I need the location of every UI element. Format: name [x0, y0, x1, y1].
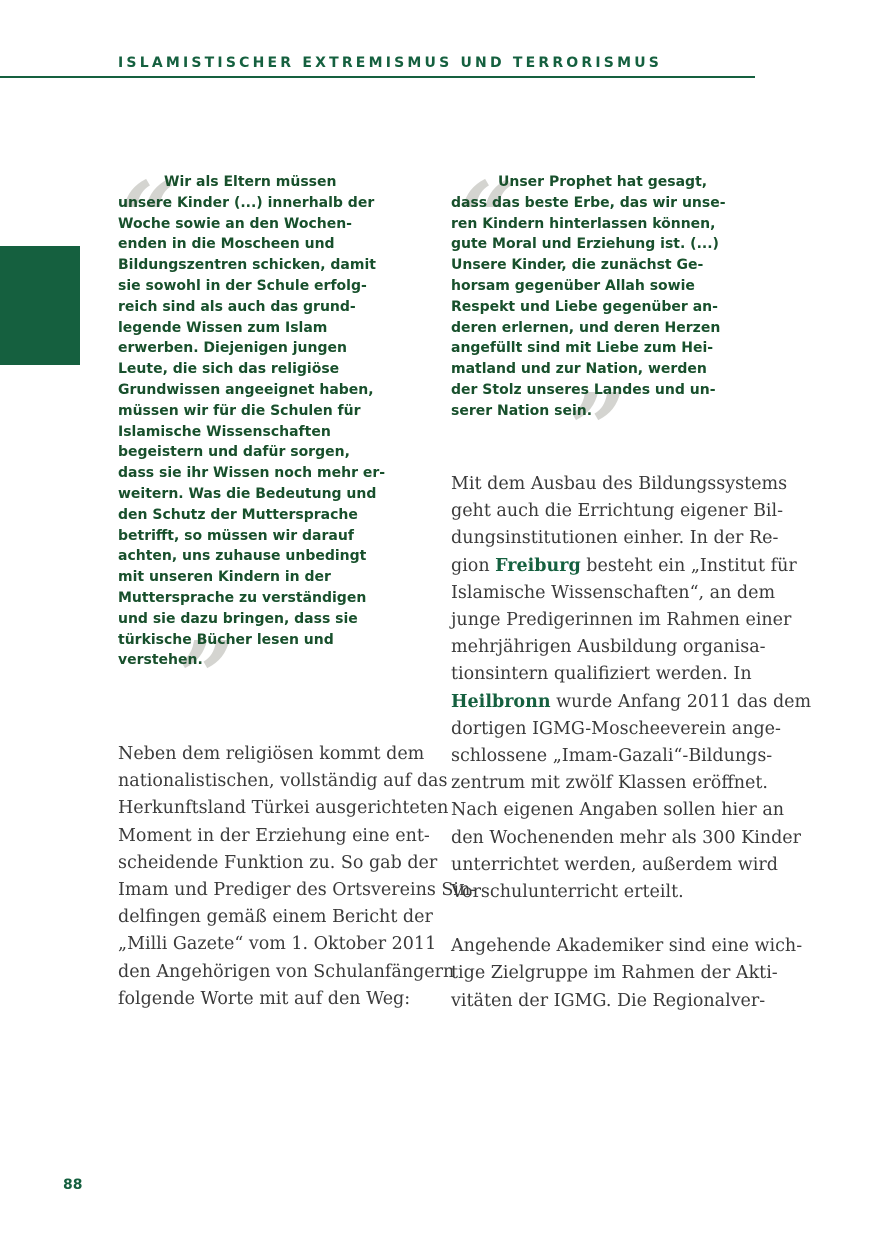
quote-line: dass sie ihr Wissen noch mehr er- [118, 465, 386, 482]
quote-line: horsam gegenüber Allah sowie [451, 277, 695, 294]
body-fragment: besteht ein „Institut für [580, 555, 797, 576]
body-line: tige Zielgruppe im Rahmen der Akti- [451, 963, 778, 984]
body-line: „Milli Gazete“ vom 1. Oktober 2011 [118, 934, 437, 955]
quote-line: der Stolz unseres Landes und un- [451, 381, 716, 398]
quote-line: deren erlernen, und deren Herzen [451, 319, 721, 336]
quote-line: gute Moral und Erziehung ist. (...) [451, 236, 719, 253]
opening-quote-mark: “ [120, 161, 177, 276]
paragraph-gap [451, 906, 761, 933]
quote-line: dass das beste Erbe, das wir unse- [451, 194, 726, 211]
quote-line: achten, uns zuhause unbedingt [118, 548, 367, 565]
quote-line: begeistern und dafür sorgen, [118, 444, 350, 461]
body-line: Mit dem Ausbau des Bildungssystems [451, 474, 788, 494]
closing-quote-mark: ” [178, 621, 235, 736]
body-line: Vorschulunterricht erteilt. [451, 882, 684, 903]
body-line: Angehende Akademiker sind eine wich- [451, 936, 803, 957]
quote-line: unsere Kinder (...) innerhalb der [118, 194, 375, 211]
quote-line: mit unseren Kindern in der [118, 569, 331, 586]
body-line: junge Predigerinnen im Rahmen einer [451, 610, 792, 631]
quote-line: Wir als Eltern müssen [164, 174, 337, 190]
quote-line: enden in die Moscheen und [118, 236, 335, 253]
closing-quote-mark: ” [569, 373, 626, 488]
quote-line: Grundwissen angeeignet haben, [118, 381, 374, 398]
body-line: Moment in der Erziehung eine ent- [118, 825, 430, 846]
pull-quote-left-text [118, 161, 408, 671]
quote-line: sie sowohl in der Schule erfolg- [118, 277, 367, 294]
body-line: vitäten der IGMG. Die Regionalver- [451, 990, 766, 1011]
place-name-freiburg: Freiburg [495, 555, 581, 576]
body-line: scheidende Funktion zu. So gab der [118, 852, 438, 873]
header-rule [0, 76, 755, 78]
body-line: Islamische Wissenschaften“, an dem [451, 582, 776, 603]
quote-line: verstehen. [118, 652, 203, 669]
body-line: Neben dem religiösen kommt dem [118, 744, 425, 764]
pull-quote-right-text [451, 161, 751, 422]
quote-line: Leute, die sich das religiöse [118, 361, 340, 378]
quote-line: Unser Prophet hat gesagt, [498, 174, 708, 190]
quote-line: und sie dazu bringen, dass sie [118, 610, 358, 627]
opening-quote-mark: “ [459, 161, 516, 276]
body-line: Nach eigenen Angaben sollen hier an [451, 800, 785, 821]
quote-line: ren Kindern hinterlassen können, [451, 215, 716, 232]
body-line [451, 689, 812, 716]
body-line [451, 553, 797, 580]
quote-line: Woche sowie an den Wochen- [118, 215, 352, 232]
quote-line: matland und zur Nation, werden [451, 361, 707, 378]
pull-quote-left [118, 161, 408, 736]
quote-line: Islamische Wissenschaften [118, 423, 331, 440]
quote-line: den Schutz der Muttersprache [118, 506, 358, 523]
quote-line: weitern. Was die Bedeutung und [118, 485, 377, 502]
quote-line: erwerben. Diejenigen jungen [118, 340, 347, 357]
body-fragment: wurde Anfang 2011 das dem [550, 691, 812, 712]
body-line: den Angehörigen von Schulanfängern [118, 961, 455, 982]
body-line: dungsinstitutionen einher. In der Re- [451, 528, 779, 549]
body-line: delfingen gemäß einem Bericht der [118, 907, 433, 928]
body-line: tionsintern qualifiziert werden. In [451, 664, 752, 685]
body-text-right [451, 471, 812, 1015]
body-line: Imam und Prediger des Ortsvereins Sin- [118, 880, 477, 901]
body-line: zentrum mit zwölf Klassen eröffnet. [451, 773, 768, 794]
body-line: unterrichtet werden, außerdem wird [451, 854, 778, 875]
chapter-side-tab [0, 246, 80, 365]
page-number: 88 [63, 1177, 83, 1193]
place-name-heilbronn: Heilbronn [451, 691, 551, 712]
body-line: folgende Worte mit auf den Weg: [118, 988, 411, 1009]
quote-line: Unsere Kinder, die zunächst Ge- [451, 257, 704, 274]
body-line: den Wochenenden mehr als 300 Kinder [451, 827, 801, 848]
quote-line: Respekt und Liebe gegenüber an- [451, 298, 718, 315]
quote-line: angefüllt sind mit Liebe zum Hei- [451, 340, 714, 357]
body-line: geht auch die Errichtung eigener Bil- [451, 501, 784, 522]
body-line: dortigen IGMG-Moscheeverein ange- [451, 718, 781, 739]
body-line: nationalistischen, vollständig auf das [118, 771, 448, 792]
quote-line: müssen wir für die Schulen für [118, 402, 361, 419]
body-line: schlossene „Imam-Gazali“-Bildungs- [451, 746, 773, 767]
body-line: mehrjährigen Ausbildung organisa- [451, 637, 766, 658]
quote-line: legende Wissen zum Islam [118, 319, 328, 336]
quote-line: Bildungszentren schicken, damit [118, 257, 376, 274]
quote-line: serer Nation sein. [451, 402, 593, 419]
quote-line: betrifft, so müssen wir darauf [118, 527, 354, 544]
running-header: ISLAMISTISCHER EXTREMISMUS UND TERRORISMUS [118, 55, 663, 71]
body-line: Herkunftsland Türkei ausgerichteten [118, 798, 449, 819]
quote-line: türkische Bücher lesen und [118, 631, 334, 648]
quote-line: Muttersprache zu verständigen [118, 589, 367, 606]
quote-line: reich sind als auch das grund- [118, 298, 356, 315]
body-fragment: gion [451, 555, 496, 576]
body-text-left [118, 741, 477, 1013]
